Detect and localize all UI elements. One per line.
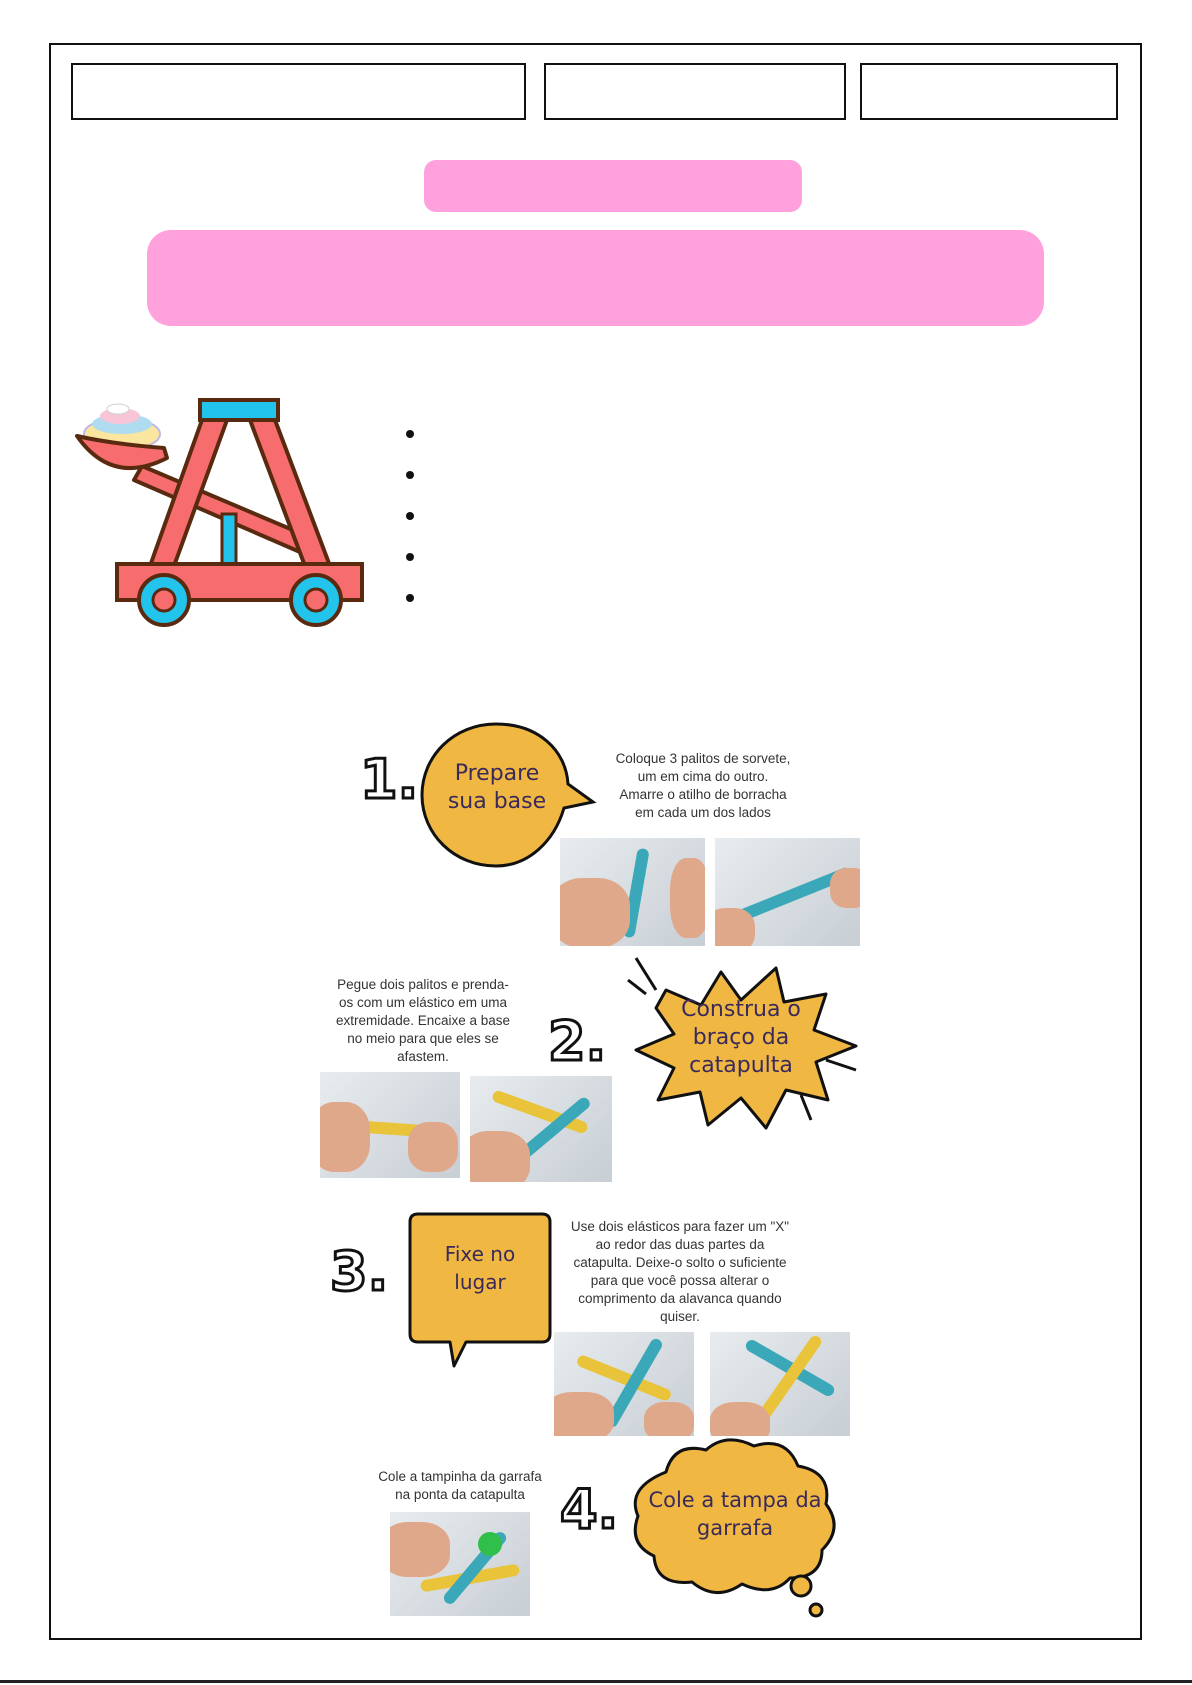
catapult-illustration-icon xyxy=(72,396,372,630)
step-2-description: Pegue dois palitos e prenda- os com um elástico em uma extremidade. Encaixe a base no meio para que eles se afastem. xyxy=(335,977,511,1064)
step-1-photo-b xyxy=(715,838,860,946)
header-field-name[interactable] xyxy=(71,63,526,120)
step-4-heading: Cole a tampa da garrafa xyxy=(648,1488,822,1540)
list-item xyxy=(400,418,1000,459)
step-2-photo-a xyxy=(320,1072,460,1178)
step-3-photo-a xyxy=(554,1332,694,1436)
step-3-photo-b xyxy=(710,1332,850,1436)
step-2-heading: Construa o braço da catapulta xyxy=(681,997,801,1078)
step-1-number: 1. xyxy=(360,748,419,811)
step-3-description: Use dois elásticos para fazer um "X" ao redor das duas partes da catapulta. Deixe-o solto o suficiente para que você possa alterar o comprimento da alavanca quando quiser. xyxy=(570,1219,790,1324)
step-1-description: Coloque 3 palitos de sorvete, um em cima do outro. Amarre o atilho de borracha em cada um dos lados xyxy=(615,751,791,820)
step-3-heading: Fixe no lugar xyxy=(444,1242,516,1294)
step-2-number: 2. xyxy=(548,1010,607,1073)
list-item xyxy=(400,582,1000,623)
subtitle-banner xyxy=(147,230,1044,326)
header-field-date[interactable] xyxy=(860,63,1118,120)
step-1-photo-a xyxy=(560,838,705,946)
header-field-class[interactable] xyxy=(544,63,846,120)
step-4-photo xyxy=(390,1512,530,1616)
step-4-number: 4. xyxy=(560,1478,619,1541)
materials-list xyxy=(400,418,1000,623)
page-bottom-edge xyxy=(0,1680,1192,1683)
step-2-photo-b xyxy=(470,1076,612,1182)
step-1-heading: Prepare sua base xyxy=(447,761,547,814)
step-3-number: 3. xyxy=(330,1240,389,1303)
step-4-description: Cole a tampinha da garrafa na ponta da catapulta xyxy=(378,1469,542,1502)
title-banner xyxy=(424,160,802,212)
list-item xyxy=(400,541,1000,582)
list-item xyxy=(400,500,1000,541)
list-item xyxy=(400,459,1000,500)
